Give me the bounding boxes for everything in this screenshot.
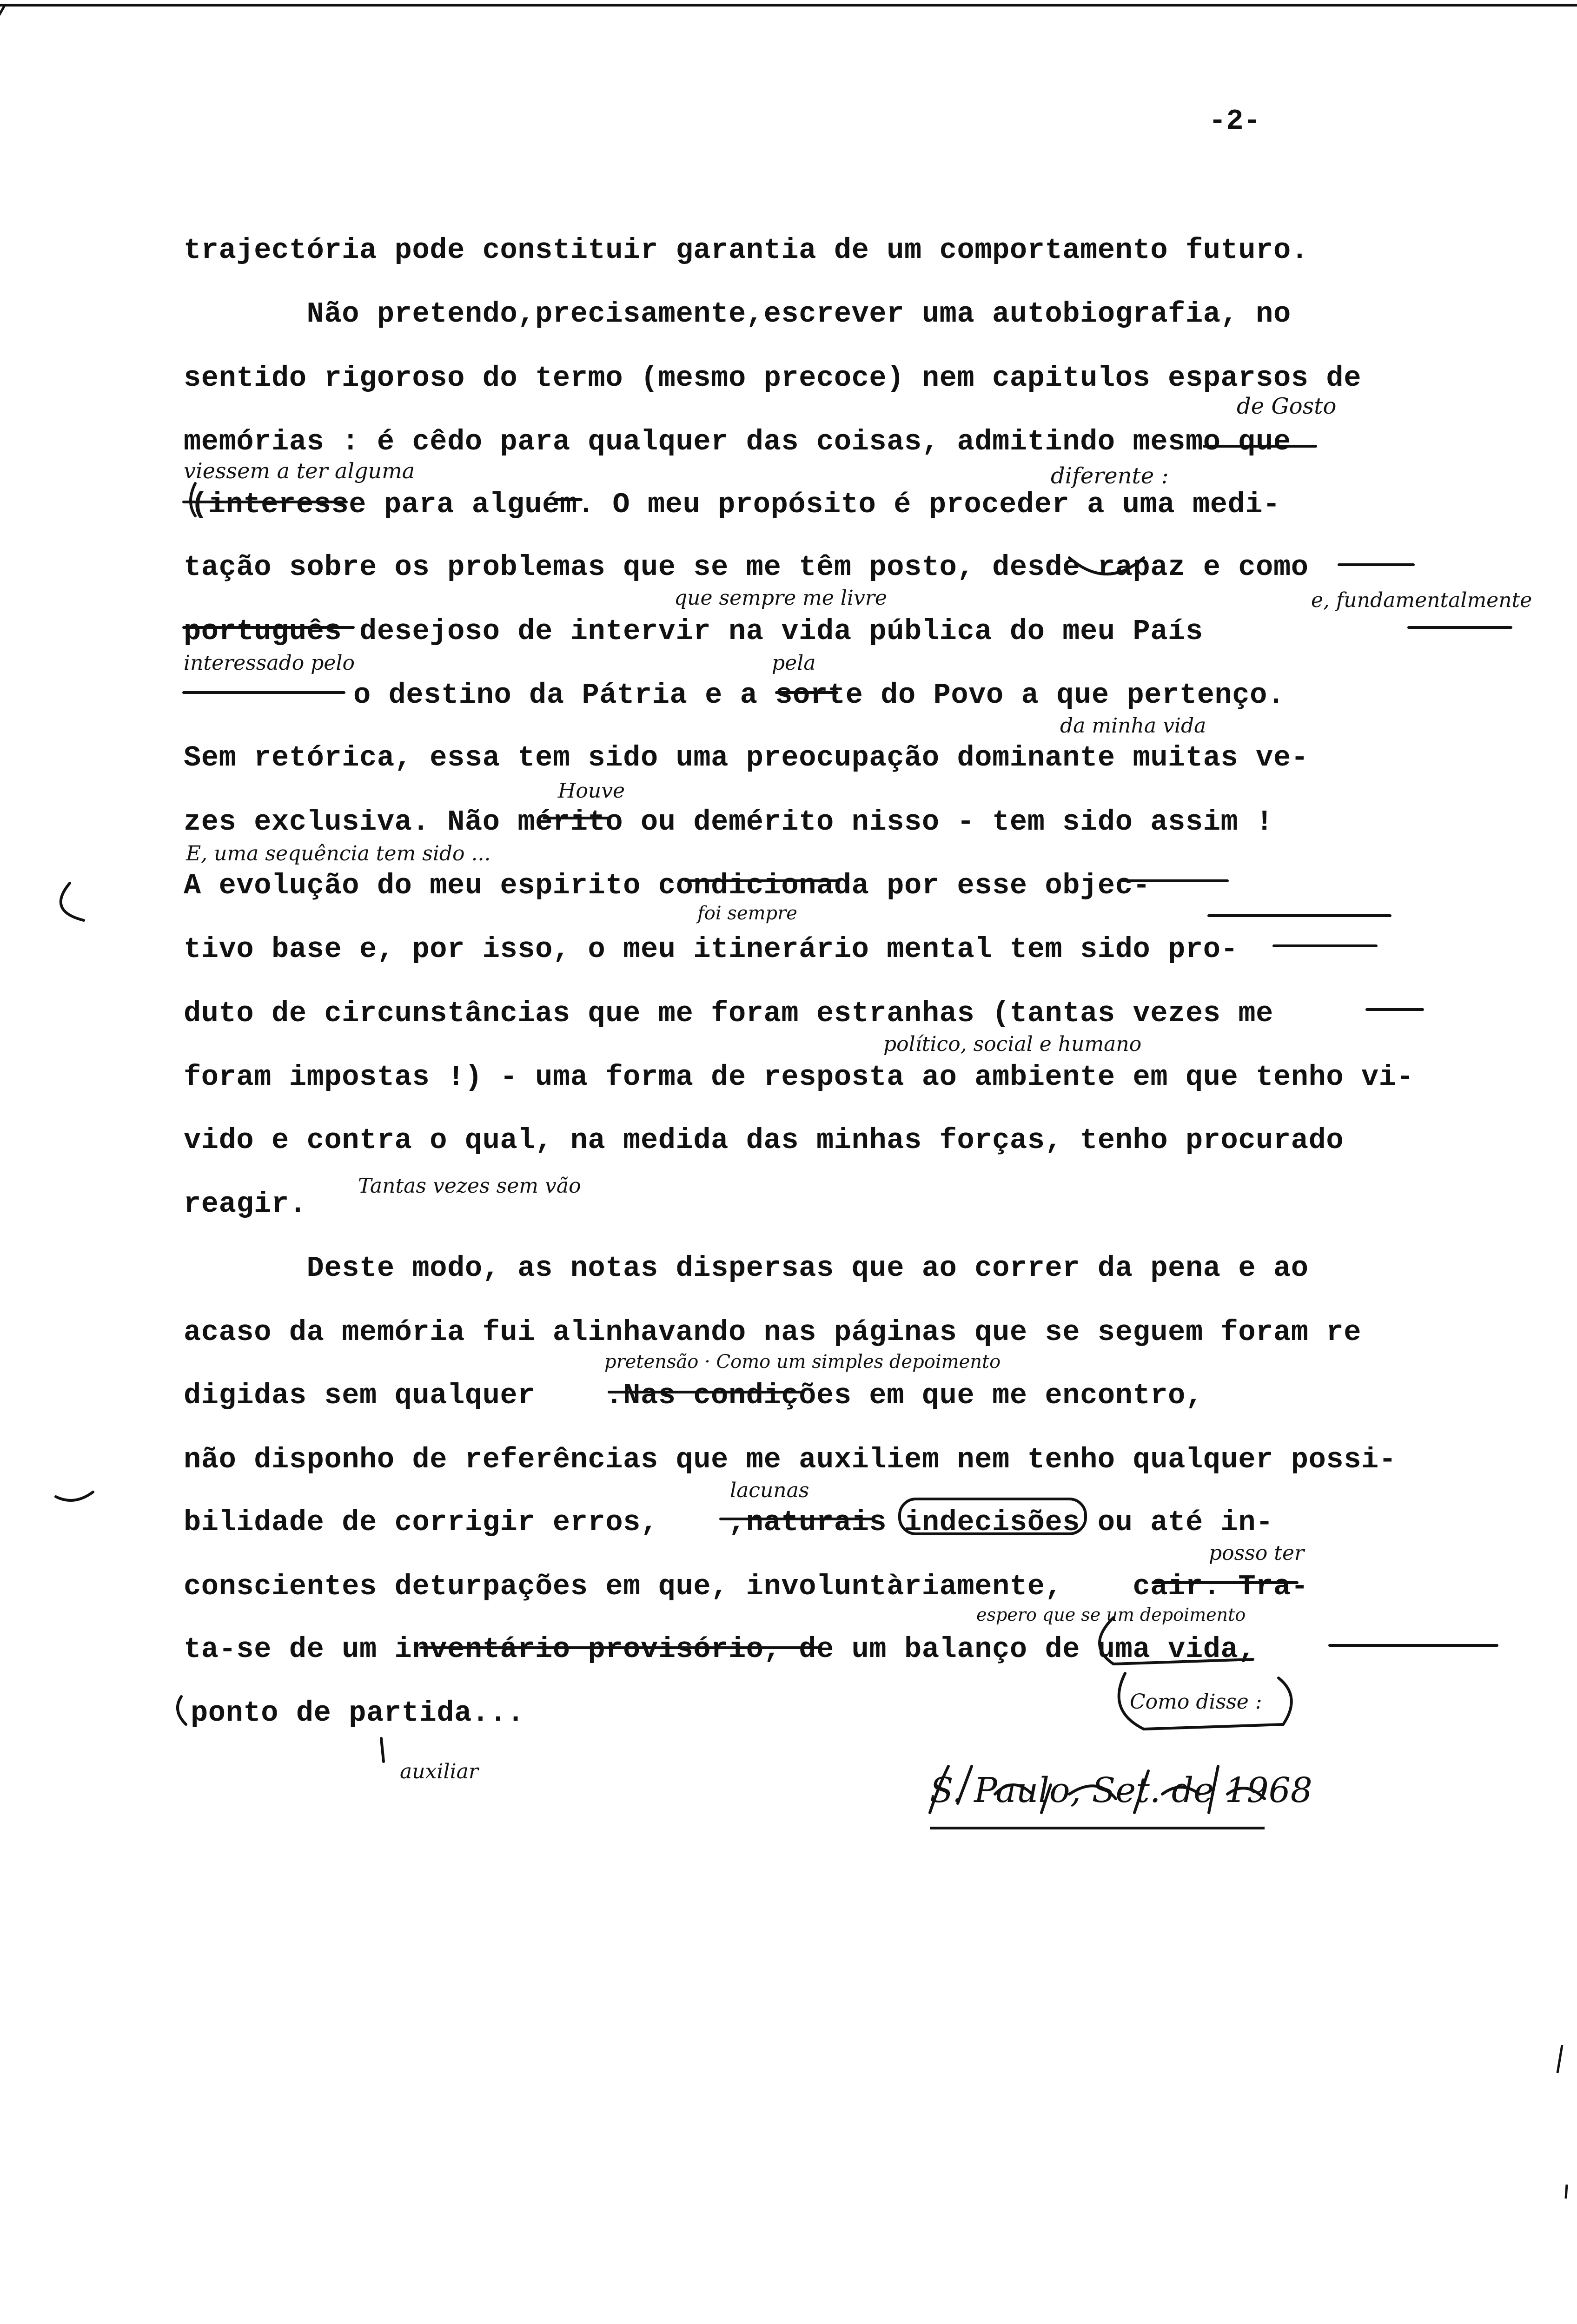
handwritten-note: Como disse : xyxy=(1130,1690,1262,1714)
typed-line: tivo base e, por isso, o meu itinerário mental tem sido pro- xyxy=(184,933,1239,966)
handwritten-note: diferente : xyxy=(1051,463,1169,489)
handwritten-note: lacunas xyxy=(730,1479,809,1502)
typed-line: conscientes deturpações em que, involuntàriamente, cair. Tra- xyxy=(184,1570,1309,1603)
handwritten-note: pela xyxy=(772,651,816,675)
typed-line: o destino da Pátria e a sorte do Povo a que pertenço. xyxy=(353,679,1285,712)
typed-line: não disponho de referências que me auxiliem nem tenho qualquer possi- xyxy=(184,1443,1397,1476)
scan-right-mark xyxy=(1544,2045,1571,2324)
handwritten-note: E, uma sequência tem sido ... xyxy=(186,842,491,865)
typed-line: duto de circunstâncias que me foram estranhas (tantas vezes me xyxy=(184,997,1273,1030)
bracket-mark xyxy=(191,483,195,516)
bracket-mark xyxy=(178,1697,186,1724)
typed-line: Não pretendo,precisamente,escrever uma autobiografia, no xyxy=(184,297,1291,330)
typed-line: sentido rigoroso do termo (mesmo precoce) nem capitulos esparsos de xyxy=(184,362,1362,395)
typed-line: Sem retórica, essa tem sido uma preocupação dominante muitas ve- xyxy=(184,741,1309,774)
loop-mark xyxy=(1069,558,1144,574)
typed-line: tação sobre os problemas que se me têm posto, desde rapaz e como xyxy=(184,551,1309,584)
typed-line: A evolução do meu espirito condicionada por esse objec- xyxy=(184,869,1151,902)
handwritten-note: que sempre me livre xyxy=(674,586,887,610)
typed-line: reagir. xyxy=(184,1188,307,1221)
typed-line: vido e contra o qual, na medida das minhas forças, tenho procurado xyxy=(184,1124,1344,1157)
typed-line: ta-se de um inventário provisório, de um balanço de uma vida, xyxy=(184,1633,1256,1666)
handwritten-note: foi sempre xyxy=(697,903,797,924)
typed-line: foram impostas !) - uma forma de resposta ao ambiente em que tenho vi- xyxy=(184,1061,1414,1094)
typed-line: trajectória pode constituir garantia de um comportamento futuro. xyxy=(184,234,1309,267)
handwritten-note: pretensão · Como um simples depoimento xyxy=(604,1351,1001,1373)
handwritten-note: político, social e humano xyxy=(883,1032,1142,1056)
signature-underline xyxy=(930,1827,1265,1829)
typed-line: (interesse para alguém. O meu propósito é proceder a uma medi- xyxy=(191,488,1280,521)
handwritten-note: da minha vida xyxy=(1060,714,1206,738)
margin-mark xyxy=(56,1492,93,1500)
handwritten-note: de Gosto xyxy=(1237,393,1337,419)
handwritten-note: viessem a ter alguma xyxy=(184,458,415,483)
pen-tick xyxy=(381,1738,384,1762)
handwritten-note: Houve xyxy=(558,779,625,803)
handwritten-note: Tantas vezes sem vão xyxy=(358,1174,581,1198)
typed-line: ponto de partida... xyxy=(191,1697,525,1730)
signature: S. Paulo, Set. de 1968 xyxy=(930,1770,1312,1810)
circle-mark xyxy=(900,1499,1086,1534)
page-number: -2- xyxy=(1209,105,1261,138)
typed-line: bilidade de corrigir erros, ,naturais indecisões ou até in- xyxy=(184,1506,1273,1539)
typed-line: Deste modo, as notas dispersas que ao correr da pena e ao xyxy=(184,1252,1309,1285)
typed-line: digidas sem qualquer .Nas condições em que me encontro, xyxy=(184,1379,1203,1412)
loop-mark xyxy=(1100,1618,1253,1664)
loop-mark xyxy=(1119,1673,1292,1729)
handwritten-note: auxiliar xyxy=(400,1760,478,1783)
typed-line: zes exclusiva. Não mérito ou demérito nisso - tem sido assim ! xyxy=(184,805,1273,838)
margin-mark xyxy=(61,883,84,920)
typed-line: acaso da memória fui alinhavando nas páginas que se seguem foram re xyxy=(184,1316,1362,1349)
typed-line: memórias : é cêdo para qualquer das coisas, admitindo mesmo que xyxy=(184,425,1291,458)
handwritten-note: interessado pelo xyxy=(184,651,355,675)
handwritten-note: posso ter xyxy=(1209,1541,1305,1565)
handwritten-note: e, fundamentalmente xyxy=(1311,588,1532,612)
typed-line: português desejoso de intervir na vida pública do meu País xyxy=(184,615,1203,648)
handwritten-note: espero que se um depoimento xyxy=(976,1604,1246,1625)
